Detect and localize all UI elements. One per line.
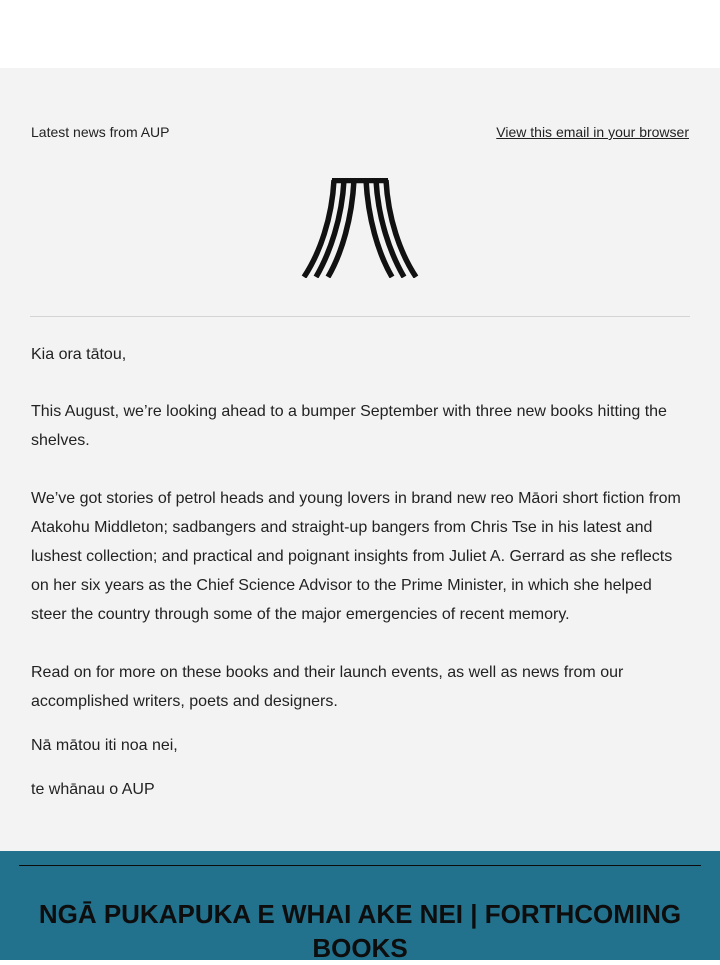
signature-text: te whānau o AUP [31,781,155,798]
email-body [0,68,720,851]
view-in-browser-link[interactable]: View this email in your browser [496,124,689,140]
top-blank-area [0,0,720,68]
intro-paragraph: This August, we’re looking ahead to a bumper September with three new books hitting the shelves. [31,403,667,449]
forthcoming-section [0,851,720,963]
letter-content [31,340,691,804]
preheader-text: Latest news from AUP [31,124,170,140]
aup-logo-icon [300,178,420,278]
read-on-paragraph: Read on for more on these books and their launch events, as well as news from our accomplished writers, poets and designers. [31,664,624,710]
signoff-text: Nā mātou iti noa nei, [31,737,178,754]
forthcoming-heading: NGĀ PUKAPUKA E WHAI AKE NEI | FORTHCOMING BOOKS [38,899,682,963]
greeting-text: Kia ora tātou, [31,346,127,363]
section-rule [19,865,701,866]
detail-paragraph: We’ve got stories of petrol heads and young lovers in brand new reo Māori short fiction from Atakohu Middleton; sadbangers and straight-up bangers from Chris Tse in his latest and lushest collection; and practical and poignant insights from Juliet A. Gerrard as she reflects on her six years as the Chief Science Advisor to the Prime Minister, in which she helped steer the country through some of the major emergencies of recent memory. [31,490,681,623]
header-divider [30,316,690,317]
